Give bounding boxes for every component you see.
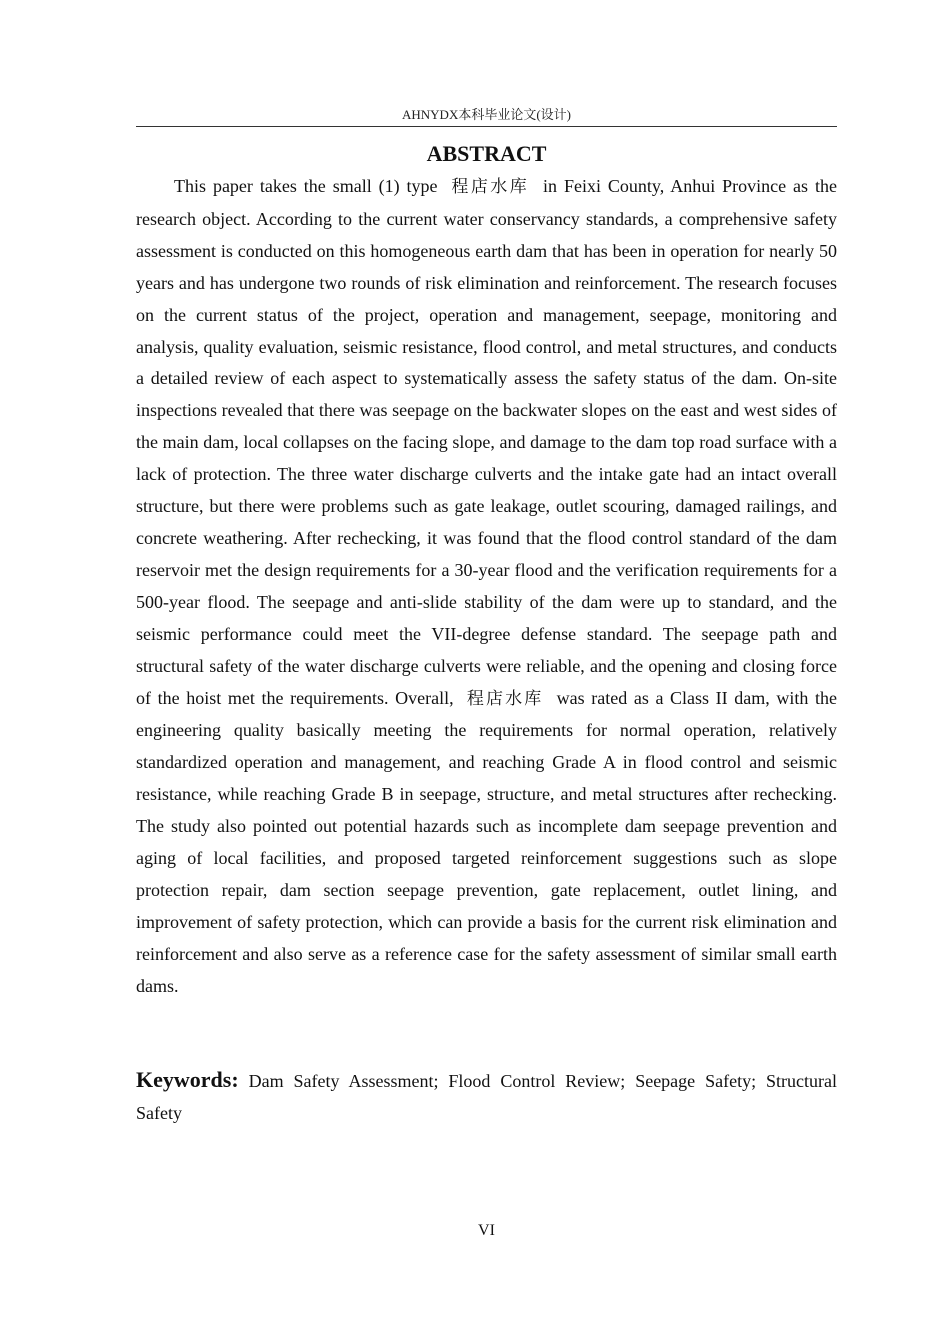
abstract-title: ABSTRACT bbox=[426, 141, 547, 166]
keywords-label: Keywords: bbox=[136, 1067, 239, 1092]
keywords-text: Dam Safety Assessment; Flood Control Review; Seepage Safety; Structural Safety bbox=[136, 1071, 837, 1123]
abstract-text-part-3: was rated as a Class II dam, with the engineering quality basically meeting the requirements for normal operation, relatively standardized operation and management, and reaching Grade A in flood control and seismic resistance, while reaching Grade B in seepage, structure, and metal structures after rechecking. The study also pointed out potential hazards such as incomplete dam seepage prevention and aging of local facilities, and proposed targeted reinforcement suggestions such as slope protection repair, dam section seepage prevention, gate replacement, outlet lining, and improvement of safety protection, which can provide a basis for the current risk elimination and reinforcement and also serve as a reference case for the safety assessment of similar small earth dams. bbox=[136, 687, 838, 996]
abstract-text-part-1: This paper takes the small (1) type bbox=[174, 176, 438, 196]
running-header: AHNYDX本科毕业论文(设计) bbox=[402, 107, 571, 122]
abstract-text-part-2: in Feixi County, Anhui Province as the research object. According to the current water conservancy standards, a comprehensive safety assessment is conducted on this homogeneous earth dam that has been in operation for nearly 50 years and has undergone two rounds of risk elimination and reinforcement. The research focuses on the current status of the project, operation and management, seepage, monitoring and analysis, quality evaluation, seismic resistance, flood control, and metal structures, and conducts a detailed review of each aspect to systematically assess the safety status of the dam. On-site inspections revealed that there was seepage on the backwater slopes on the east and west sides of the main dam, local collapses on the facing slope, and damage to the dam top road surface with a lack of protection. The three water discharge culverts and the intake gate had an intact overall structure, but there were problems such as gate leakage, outlet scouring, damaged railings, and concrete weathering. After rechecking, it was found that the flood control standard of the dam reservoir met the design requirements for a 30-year flood and the verification requirements for a 500-year flood. The seepage and anti-slide stability of the dam were up to standard, and the seismic performance could meet the VII-degree defense standard. The seepage path and structural safety of the water discharge culverts were reliable, and the opening and closing force of the hoist met the requirements. Overall, bbox=[136, 176, 837, 708]
reservoir-name: 程店水库 bbox=[451, 177, 530, 197]
header-divider bbox=[136, 126, 837, 127]
abstract-body bbox=[136, 171, 837, 1003]
reservoir-name-repeat: 程店水库 bbox=[466, 688, 544, 709]
keywords-line bbox=[136, 1064, 837, 1129]
page-number: VI bbox=[478, 1222, 495, 1239]
